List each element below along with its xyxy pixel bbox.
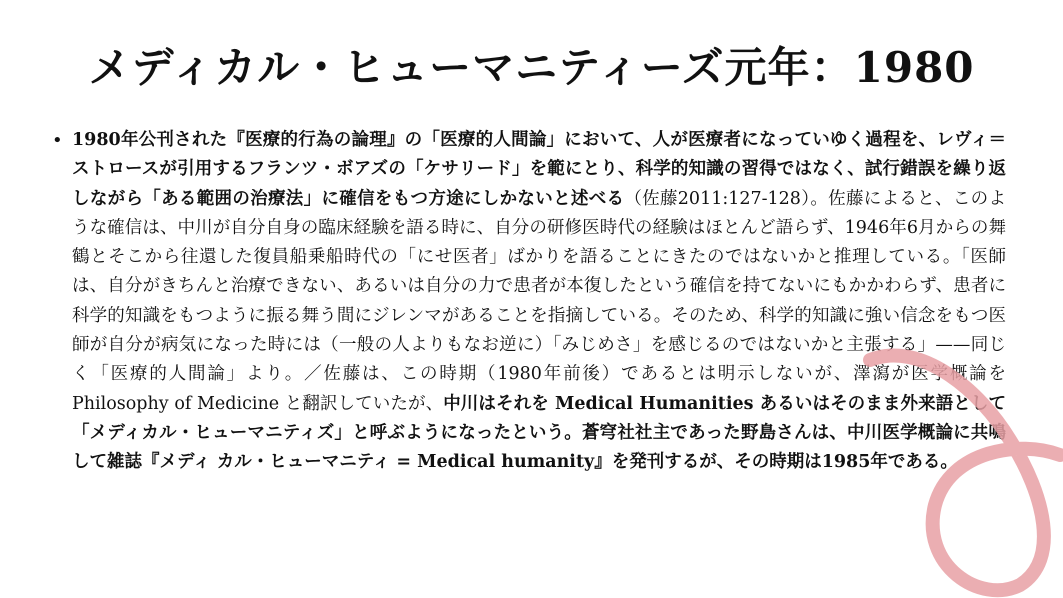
- bullet-text: [72, 126, 1006, 478]
- bullet-item: [52, 126, 1012, 478]
- body-bold-intro: 1980年公刊された『医療的行為の論理』の「医療的人間論」において、人が医療者になっていゆく過程を、レヴィ＝ストロースが引用するフランツ・ボアズの「ケサリード」を範にとり、科学的知識の習得ではなく、試行錯誤を繰り返しながら「ある範囲の治療法」に確信をもつ方途にしかないと述べる: [72, 130, 1006, 209]
- bullet-icon: •: [52, 130, 63, 151]
- body-bold-ending: 中川はそれを Medical Humanities あるいはそのまま外来語として「メディカル・ヒューマニティズ」と呼ぶようになったという。蒼穹社社主であった野島さんは、中川医学概論に共鳴して雑誌『メディ カル・ヒューマニティ = Medical humanity』を発刊するが、その時期は1985年である。: [72, 393, 1006, 473]
- slide-title: メディカル・ヒューマニティーズ元年：1980: [88, 43, 975, 92]
- body-regular-middle: （佐藤2011:127-128）。佐藤によると、このような確信は、中川が自分自身の臨床経験を語る時に、自分の研修医時代の経験はほとんど語らず、1946年6月からの舞鶴とそこから往還した復員船乗船時代の「にせ医者」ばかりを語ることにきたのではないかと推理している。「医師は、自分がきちんと治療できない、あるいは自分の力で患者が本復したという確信を持てないにもかかわらず、患者に科学的知識をもつように振る舞う間にジレンマがあることを指摘している。そのため、科学的知識に強い信念をもつ医師が自分が病気になった時には（一般の人よりもなお逆に）「みじめさ」を感じるのではないかと主張する」——同じく「医療的人間論」より。／佐藤は、この時期（1980年前後）であるとは明示しないが、澤瀉が医学概論を Philosophy of Medicine と翻訳していたが、: [72, 188, 1007, 414]
